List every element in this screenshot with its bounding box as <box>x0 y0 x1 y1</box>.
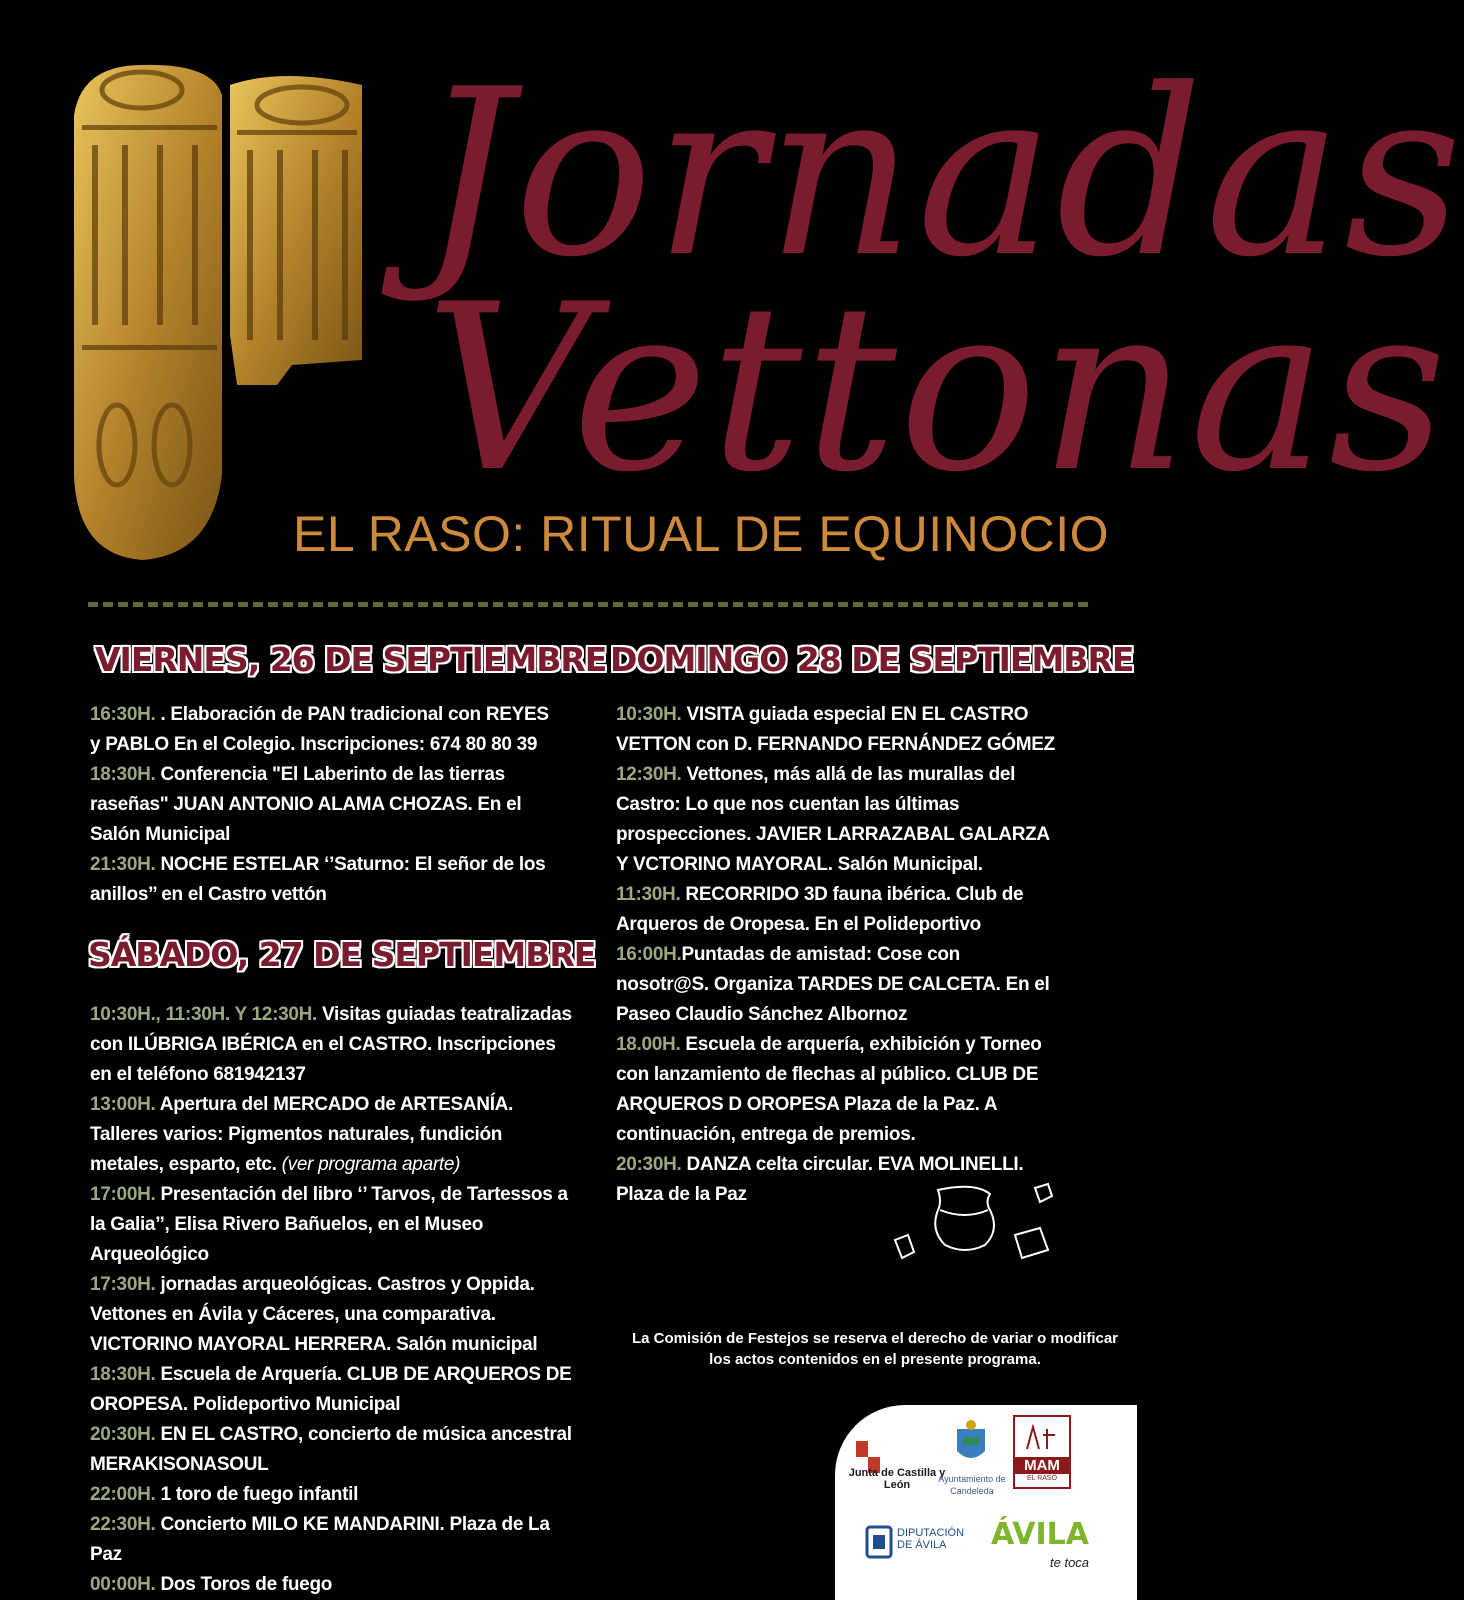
mam-figure-icon <box>1021 1421 1061 1453</box>
event-note: (ver programa aparte) <box>281 1154 461 1175</box>
event-time: 18:30H. <box>90 764 156 785</box>
gold-artifact-image <box>62 55 392 575</box>
event-text: Puntadas de amistad: Cose con nosotr@S. Organiza TARDES DE CALCETA. En el Paseo Claudio Sánchez Albornoz <box>616 944 1050 1025</box>
event-item <box>616 760 1056 880</box>
disclaimer-text: La Comisión de Festejos se reserva el derecho de variar o modificar los actos contenidos en el presente programa. <box>631 1330 1119 1368</box>
event-text: Apertura del MERCADO de ARTESANÍA. Talleres varios: Pigmentos naturales, fundición metales, esparto, etc. <box>90 1094 514 1175</box>
event-item <box>90 1570 580 1600</box>
avila-sub-label: te toca <box>1050 1555 1090 1570</box>
event-text: Concierto MILO KE MANDARINI. Plaza de La Paz <box>90 1514 550 1565</box>
event-text: NOCHE ESTELAR ‘’Saturno: El señor de los anillos’’ en el Castro vettón <box>90 854 546 905</box>
event-item <box>90 1180 580 1270</box>
event-text: VISITA guiada especial EN EL CASTRO VETTON con D. FERNANDO FERNÁNDEZ GÓMEZ <box>616 704 1055 755</box>
event-text: Vettones, más allá de las murallas del Castro: Lo que nos cuentan las últimas prospecciones. JAVIER LARRAZABAL GALARZA Y VCTORINO MAYORAL. Salón Municipal. <box>616 764 1050 875</box>
event-item <box>90 1480 580 1510</box>
diputacion-icon <box>865 1523 893 1559</box>
ayuntamiento-label: Ayuntamiento de Candeleda <box>938 1474 1006 1496</box>
event-text: Visitas guiadas teatralizadas con ILÚBRIGA IBÉRICA en el CASTRO. Inscripciones en el teléfono 681942137 <box>90 1004 572 1085</box>
friday-events <box>90 700 550 910</box>
event-time: 22:00H. <box>90 1484 156 1505</box>
event-item <box>90 1510 580 1570</box>
event-time: 18:30H. <box>90 1364 156 1385</box>
title-line-2: Vettonas <box>425 256 1449 523</box>
diputacion-label: DIPUTACIÓN DE ÁVILA <box>897 1527 965 1551</box>
event-time: 12:30H. <box>616 764 682 785</box>
junta-label: Junta de Castilla y León <box>848 1467 946 1491</box>
sunday-heading: DOMINGO 28 DE SEPTIEMBRE <box>610 640 1134 679</box>
event-text: Presentación del libro ‘’ Tarvos, de Tartessos a la Galia’’, Elisa Rivero Bañuelos, en el Museo Arqueológico <box>90 1184 568 1265</box>
pottery-sketch-icon <box>890 1180 1070 1290</box>
mam-sub-label: EL RASO <box>1026 1475 1058 1482</box>
event-text: . Elaboración de PAN tradicional con REYES y PABLO En el Colegio. Inscripciones: 674 80 80 39 <box>90 704 549 755</box>
title-line-1: Jornadas <box>420 41 1464 308</box>
event-text: jornadas arqueológicas. Castros y Oppida. Vettones en Ávila y Cáceres, una comparativa. VICTORINO MAYORAL HERRERA. Salón municipal <box>90 1274 538 1355</box>
event-item <box>90 850 550 910</box>
dashed-divider <box>88 602 1088 607</box>
event-text: DANZA celta circular. EVA MOLINELLI. Plaza de la Paz <box>616 1154 1024 1205</box>
event-item <box>616 1030 1056 1150</box>
event-time: 20:30H. <box>616 1154 682 1175</box>
event-time: 21:30H. <box>90 854 156 875</box>
event-time: 16:00H. <box>616 944 682 965</box>
event-item <box>90 1090 580 1180</box>
event-item <box>616 940 1056 1030</box>
event-item <box>90 1420 580 1480</box>
event-item <box>90 1000 580 1090</box>
subtitle: EL RASO: RITUAL DE EQUINOCIO <box>293 506 1110 562</box>
event-time: 20:30H. <box>90 1424 156 1445</box>
event-time: 10:30H., 11:30H. Y 12:30H. <box>90 1004 318 1025</box>
event-time: 22:30H. <box>90 1514 156 1535</box>
event-time: 10:30H. <box>616 704 682 725</box>
sunday-events <box>616 700 1056 1210</box>
event-item <box>90 760 550 850</box>
event-item <box>90 1360 580 1420</box>
event-text: Escuela de arquería, exhibición y Torneo con lanzamiento de flechas al público. CLUB DE ARQUEROS D OROPESA Plaza de la Paz. A continuación, entrega de premios. <box>616 1034 1042 1145</box>
candeleda-crest-icon <box>953 1419 989 1467</box>
avila-logo: ÁVILA <box>991 1517 1089 1552</box>
mam-label: MAM <box>1015 1457 1069 1474</box>
event-time: 13:00H. <box>90 1094 156 1115</box>
event-text: Dos Toros de fuego <box>155 1574 333 1595</box>
sponsor-logos <box>835 1405 1137 1600</box>
event-text: RECORRIDO 3D fauna ibérica. Club de Arqueros de Oropesa. En el Polideportivo <box>616 884 1024 935</box>
event-time: 18.00H. <box>616 1034 681 1055</box>
friday-heading: VIERNES, 26 DE SEPTIEMBRE <box>95 640 607 679</box>
saturday-events <box>90 1000 580 1600</box>
mam-logo <box>1013 1415 1071 1489</box>
event-item <box>616 880 1056 940</box>
event-item <box>616 700 1056 760</box>
event-text: 1 toro de fuego infantil <box>155 1484 359 1505</box>
saturday-heading: SÁBADO, 27 DE SEPTIEMBRE <box>88 935 596 974</box>
event-text: Conferencia "El Laberinto de las tierras raseñas" JUAN ANTONIO ALAMA CHOZAS. En el Salón Municipal <box>90 764 522 845</box>
event-item <box>90 1270 580 1360</box>
event-time: 17:00H. <box>90 1184 156 1205</box>
event-text: EN EL CASTRO, concierto de música ancestral MERAKISONASOUL <box>90 1424 572 1475</box>
event-time: 11:30H. <box>616 884 681 905</box>
event-time: 17:30H. <box>90 1274 156 1295</box>
event-time: 16:30H. <box>90 704 156 725</box>
event-time: 00:00H. <box>90 1574 156 1595</box>
event-item <box>90 700 550 760</box>
event-text: Escuela de Arquería. CLUB DE ARQUEROS DE OROPESA. Polideportivo Municipal <box>90 1364 572 1415</box>
